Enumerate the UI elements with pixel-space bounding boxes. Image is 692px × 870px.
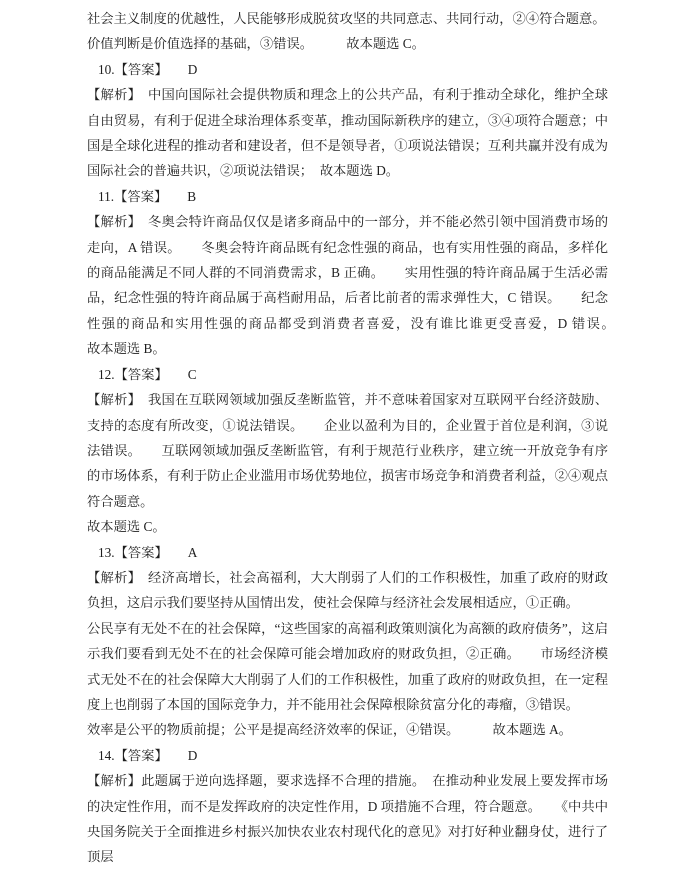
q14-answer-line: 14.【答案】 D [98,747,198,763]
answer-key-content [87,6,648,870]
q12-analysis: 【解析】 我国在互联网领域加强反垄断监管，并不意味着国家对互联网平台经济鼓励、支持的态度有所改变，①说法错误。 企业以盈利为目的，企业置于首位是利润，③说法错误。 互联网领域加强反垄断监管，有利于规范行业秩序，建立统一开放竞争有序的市场体系，有利于防止企业滥用市场优势地位，损害市场竞争和消费者利益，②④观点符合题意。 [87,392,608,509]
q12-answer-line: 12.【答案】 C [98,366,197,382]
q9-analysis-continuation: 社会主义制度的优越性，人民能够形成脱贫攻坚的共同意志、共同行动，②④符合题意。 [87,11,606,26]
q12-analysis-conclusion: 故本题选 C。 [87,519,166,535]
q11-answer-line: 11.【答案】 B [98,188,197,204]
q10-answer-line: 10.【答案】 D [98,61,198,77]
q13-analysis-p2: 公民享有无处不在的社会保障，“这些国家的高福利政策则演化为高额的政府债务”，这启示我们要看到无处不在的社会保障可能会增加政府的财政负担，②正确。 市场经济模式无处不在的社会保障大大削弱了人们的工作积极性，加重了政府的财政负担，在一定程度上也削弱了本国的国际竞争力，并不能用社会保障根除贫富分化的毒瘤，③错误。 [87,620,608,712]
q13-answer-line: 13.【答案】 A [98,544,198,560]
q9-analysis-conclusion: 价值判断是价值选择的基础，③错误。 故本题选 C。 [87,36,425,52]
q11-analysis: 【解析】 冬奥会特许商品仅仅是诸多商品中的一部分，并不能必然引领中国消费市场的走向，A 错误。 冬奥会特许商品既有纪念性强的商品，也有实用性强的商品，多样化的商品能满足不同人群的不同消费需求，B 正确。 实用性强的特许商品属于生活必需品，纪念性强的特许商品属于高档耐用品，后者比前者的需求弹性大，C 错误。 纪念性强的商品和实用性强的商品都受到消费者喜爱，没有谁比谁更受喜爱，D 错误。 故本题选 B。 [87,214,648,357]
q13-analysis-p3: 效率是公平的物质前提；公平是提高经济效率的保证，④错误。 故本题选 A。 [87,722,572,738]
q10-analysis: 【解析】 中国向国际社会提供物质和理念上的公共产品，有利于推动全球化，维护全球自由贸易，有利于促进全球治理体系变革，推动国际新秩序的建立，③④项符合题意；中国是全球化进程的推动者和建设者，但不是领导者，①项说法错误；互利共赢并没有成为国际社会的普遍共识，②项说法错误； 故本题选 D。 [87,87,608,179]
q14-analysis: 【解析】此题属于逆向选择题，要求选择不合理的措施。 在推动种业发展上要发挥市场的决定性作用，而不是发挥政府的决定性作用，D 项措施不合理，符合题意。 《中共中央国务院关于全面推进乡村振兴加快农业农村现代化的意见》对打好种业翻身仗，进行了顶层 [87,773,608,865]
q13-analysis-p1: 【解析】 经济高增长，社会高福利，大大削弱了人们的工作积极性，加重了政府的财政负担，这启示我们要坚持从国情出发，使社会保障与经济社会发展相适应，①正确。 [87,569,608,611]
